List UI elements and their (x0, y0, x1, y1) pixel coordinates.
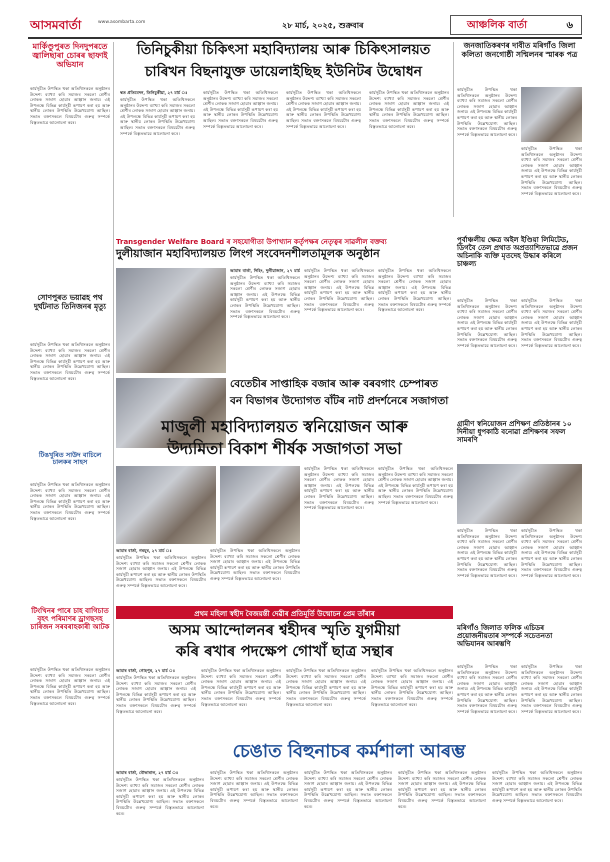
majuli-body-col2: কাৰ্যসূচীত উপস্থিত থকা অতিথিসকলে অনুষ্ঠানৰ উদ্দেশ্য ব্যাখ্যা কৰি সমাজৰ সকলো শ্ৰেণীৰ লোকক সজাগ হোৱাৰ আহ্বান জনায়। এই উপলক্ষে বিভিন্ন কাৰ্যসূচী ৰূপায়ণ কৰা হয় আৰু স্থানীয় লোকৰ উপস্থিতি উল্লেখযোগ্য আছিল। সভাত বক্তাসকলে বিষয়টোৰ গুৰুত্ব সম্পৰ্কে বিস্তৃতভাৱে আলোচনা কৰে। (378, 466, 453, 505)
majuli-photo-2 (220, 466, 300, 544)
majuli-photo-1 (116, 466, 216, 544)
bazaar-headline-line2: বন বিভাগৰ উদ্যোগত বাঁটৰ নাট প্ৰদৰ্শনেৰে সজাগতা (230, 395, 449, 407)
oil-headline: পূৰ্বাঞ্চলীয় ক্ষেত্ৰ অইল ইণ্ডিয়া লিমিটেড, ডিগবৈ তেল প্ৰথাত অপ্ৰত্যাশিতভাৱে প্ৰজন অচিনাকি ব্যক্তি মৃতদেহ উদ্ধাৰ কৰিলে চাঞ্চল্য (457, 236, 578, 269)
left-headline-1: মাৰ্কিণ্ডুপুৰত দিনদুপৰতে জ্বালিছাৰা চোৰৰ ছাফাই অভিযান (32, 42, 108, 70)
majuli-byline: আমাৰ বাৰ্তা, গৰমূৰ, ২৭ মাৰ্চ ঃ (116, 548, 172, 553)
section-tab (450, 15, 582, 35)
training-story (457, 420, 582, 620)
left-column (30, 42, 110, 812)
top-byline: স্থত প্ৰতিবেদন, তিনিচুকীয়া, ২৭ মাৰ্চ ঃ (120, 90, 188, 95)
training-photo (457, 464, 582, 524)
bottom-body-col3: কাৰ্যসূচীত উপস্থিত থকা অতিথিসকলে অনুষ্ঠানৰ উদ্দেশ্য ব্যাখ্যা কৰি সমাজৰ সকলো শ্ৰেণীৰ লোকক সজাগ হোৱাৰ আহ্বান জনায়। এই উপলক্ষে বিভিন্ন কাৰ্যসূচী ৰূপায়ণ কৰা হয় আৰু স্থানীয় লোকৰ উপস্থিতি উল্লেখযোগ্য আছিল। সভাত বক্তাসকলে বিষয়টোৰ গুৰুত্ব সম্পৰ্কে বিস্তৃতভাৱে আলোচনা কৰে। (304, 770, 392, 809)
martyr-headline-line1: অসম আন্দোলনৰ শ্বহীদৰ স্মৃতি যুগমীয়া (168, 621, 401, 639)
training-headline: গ্ৰামীণ স্বনিয়োজন প্ৰশিক্ষণ প্ৰতিষ্ঠানৰ ১০ দিনীয়া ধুপকাঠি বনোৱা প্ৰশিক্ষণৰ সফল সামৰণি (457, 420, 572, 445)
morigaon-body-a: কাৰ্যসূচীত উপস্থিত থকা অতিথিসকলে অনুষ্ঠানৰ উদ্দেশ্য ব্যাখ্যা কৰি সমাজৰ সকলো শ্ৰেণীৰ লোকক সজাগ হোৱাৰ আহ্বান জনায়। এই উপলক্ষে বিভিন্ন কাৰ্যসূচী ৰূপায়ণ কৰা হয় আৰু স্থানীয় লোকৰ উপস্থিতি উল্লেখযোগ্য আছিল। সভাত বক্তাসকলে বিষয়টোৰ গুৰুত্ব সম্পৰ্কে বিস্তৃতভাৱে আলোচনা কৰে। (457, 664, 517, 714)
red-banner-text: প্ৰথম মহিলা স্বহীদ বৈজয়ন্তী দেৱীৰ প্ৰতিমূৰ্তি উন্মোচন প্ৰেম তাঁৰাৰ (194, 610, 375, 618)
left-body-2: কাৰ্যসূচীত উপস্থিত থকা অতিথিসকলে অনুষ্ঠানৰ উদ্দেশ্য ব্যাখ্যা কৰি সমাজৰ সকলো শ্ৰেণীৰ লোকক সজাগ হোৱাৰ আহ্বান জনায়। এই উপলক্ষে বিভিন্ন কাৰ্যসূচী ৰূপায়ণ কৰা হয় আৰু স্থানীয় লোকৰ উপস্থিতি উল্লেখযোগ্য আছিল। সভাত বক্তাসকলে বিষয়টোৰ গুৰুত্ব সম্পৰ্কে বিস্তৃতভাৱে আলোচনা কৰে। (30, 342, 110, 381)
left-body-4: কাৰ্যসূচীত উপস্থিত থকা অতিথিসকলে অনুষ্ঠানৰ উদ্দেশ্য ব্যাখ্যা কৰি সমাজৰ সকলো শ্ৰেণীৰ লোকক সজাগ হোৱাৰ আহ্বান জনায়। এই উপলক্ষে বিভিন্ন কাৰ্যসূচী ৰূপায়ণ কৰা হয় আৰু স্থানীয় লোকৰ উপস্থিতি উল্লেখযোগ্য আছিল। সভাত বক্তাসকলে বিষয়টোৰ গুৰুত্ব সম্পৰ্কে বিস্তৃতভাৱে আলোচনা কৰে। (30, 667, 110, 706)
bottom-body-col4: কাৰ্যসূচীত উপস্থিত থকা অতিথিসকলে অনুষ্ঠানৰ উদ্দেশ্য ব্যাখ্যা কৰি সমাজৰ সকলো শ্ৰেণীৰ লোকক সজাগ হোৱাৰ আহ্বান জনায়। এই উপলক্ষে বিভিন্ন কাৰ্যসূচী ৰূপায়ণ কৰা হয় আৰু স্থানীয় লোকৰ উপস্থিতি উল্লেখযোগ্য আছিল। সভাত বক্তাসকলে বিষয়টোৰ গুৰুত্ব সম্পৰ্কে বিস্তৃতভাৱে আলোচনা কৰে। (398, 770, 486, 809)
oil-story (457, 236, 582, 386)
bottom-headline: চেঙাত বিহুনাচৰ কৰ্মশালা আৰম্ভ (232, 741, 466, 762)
morigaon-body-b: কাৰ্যসূচীত উপস্থিত থকা অতিথিসকলে অনুষ্ঠানৰ উদ্দেশ্য ব্যাখ্যা কৰি সমাজৰ সকলো শ্ৰেণীৰ লোকক সজাগ হোৱাৰ আহ্বান জনায়। এই উপলক্ষে বিভিন্ন কাৰ্যসূচী ৰূপায়ণ কৰা হয় আৰু স্থানীয় লোকৰ উপস্থিতি উল্লেখযোগ্য আছিল। সভাত বক্তাসকলে বিষয়টোৰ গুৰুত্ব সম্পৰ্কে বিস্তৃতভাৱে আলোচনা কৰে। (521, 664, 582, 714)
bazaar-headline-line1: বেতেচীৰ সাপ্তাহিক বজাৰ আৰু বৰবগাং চেম্পাৰত (230, 378, 438, 390)
story2-byline: আমাৰ বাৰ্তা, দিহিং, দুলীয়াজান, ২৭ মাৰ্চ (230, 268, 300, 273)
bottom-story (116, 742, 582, 857)
top-body-col2: কাৰ্যসূচীত উপস্থিত থকা অতিথিসকলে অনুষ্ঠানৰ উদ্দেশ্য ব্যাখ্যা কৰি সমাজৰ সকলো শ্ৰেণীৰ লোকক সজাগ হোৱাৰ আহ্বান জনায়। এই উপলক্ষে বিভিন্ন কাৰ্যসূচী ৰূপায়ণ কৰা হয় আৰু স্থানীয় লোকৰ উপস্থিতি উল্লেখযোগ্য আছিল। সভাত বক্তাসকলে বিষয়টোৰ গুৰুত্ব সম্পৰ্কে বিস্তৃতভাৱে আলোচনা কৰে। (203, 90, 278, 129)
training-body-b: কাৰ্যসূচীত উপস্থিত থকা অতিথিসকলে অনুষ্ঠানৰ উদ্দেশ্য ব্যাখ্যা কৰি সমাজৰ সকলো শ্ৰেণীৰ লোকক সজাগ হোৱাৰ আহ্বান জনায়। এই উপলক্ষে বিভিন্ন কাৰ্যসূচী ৰূপায়ণ কৰা হয় আৰু স্থানীয় লোকৰ উপস্থিতি উল্লেখযোগ্য আছিল। সভাত বক্তাসকলে বিষয়টোৰ গুৰুত্ব সম্পৰ্কে বিস্তৃতভাৱে আলোচনা কৰে। (521, 528, 582, 578)
top-body-col4: কাৰ্যসূচীত উপস্থিত থকা অতিথিসকলে অনুষ্ঠানৰ উদ্দেশ্য ব্যাখ্যা কৰি সমাজৰ সকলো শ্ৰেণীৰ লোকক সজাগ হোৱাৰ আহ্বান জনায়। এই উপলক্ষে বিভিন্ন কাৰ্যসূচী ৰূপায়ণ কৰা হয় আৰু স্থানীয় লোকৰ উপস্থিতি উল্লেখযোগ্য আছিল। সভাত বক্তাসকলে বিষয়টোৰ গুৰুত্ব সম্পৰ্কে বিস্তৃতভাৱে আলোচনা কৰে। (369, 90, 449, 129)
kicker-banner: Transgender Welfare Board ৰ সহযোগীতা উপাখ্যান কৰ্তৃপক্ষৰ নেতৃত্বৰ সাৱলীল বক্তব্য (116, 238, 387, 246)
martyr-headline-line2: কৰি ৰখাৰ পদক্ষেপ গোখাঁ ছাত্ৰ সন্থাৰ (175, 642, 394, 660)
top-body-col1: কাৰ্যসূচীত উপস্থিত থকা অতিথিসকলে অনুষ্ঠানৰ উদ্দেশ্য ব্যাখ্যা কৰি সমাজৰ সকলো শ্ৰেণীৰ লোকক সজাগ হোৱাৰ আহ্বান জনায়। এই উপলক্ষে বিভিন্ন কাৰ্যসূচী ৰূপায়ণ কৰা হয় আৰু স্থানীয় লোকৰ উপস্থিতি উল্লেখযোগ্য আছিল। সভাত বক্তাসকলে বিষয়টোৰ গুৰুত্ব সম্পৰ্কে বিস্তৃতভাৱে আলোচনা কৰে। (120, 97, 195, 136)
left-headline-4: টিংখিনৰ পাৰে চাহ বাগিচাত বৃহৎ পৰিমাণৰ ড্ৰাগছসহ চাৰিজন সৰবৰাহকাৰী আটক (30, 607, 110, 632)
story2-body-col2: কাৰ্যসূচীত উপস্থিত থকা অতিথিসকলে অনুষ্ঠানৰ উদ্দেশ্য ব্যাখ্যা কৰি সমাজৰ সকলো শ্ৰেণীৰ লোকক সজাগ হোৱাৰ আহ্বান জনায়। এই উপলক্ষে বিভিন্ন কাৰ্যসূচী ৰূপায়ণ কৰা হয় আৰু স্থানীয় লোকৰ উপস্থিতি উল্লেখযোগ্য আছিল। সভাত বক্তাসকলে বিষয়টোৰ গুৰুত্ব সম্পৰ্কে বিস্তৃতভাৱে আলোচনা কৰে। (304, 268, 374, 313)
martyr-body-col1: কাৰ্যসূচীত উপস্থিত থকা অতিথিসকলে অনুষ্ঠানৰ উদ্দেশ্য ব্যাখ্যা কৰি সমাজৰ সকলো শ্ৰেণীৰ লোকক সজাগ হোৱাৰ আহ্বান জনায়। এই উপলক্ষে বিভিন্ন কাৰ্যসূচী ৰূপায়ণ কৰা হয় আৰু স্থানীয় লোকৰ উপস্থিতি উল্লেখযোগ্য আছিল। সভাত বক্তাসকলে বিষয়টোৰ গুৰুত্ব সম্পৰ্কে বিস্তৃতভাৱে আলোচনা কৰে। (116, 675, 196, 714)
top-story (116, 42, 451, 234)
oil-body-b: কাৰ্যসূচীত উপস্থিত থকা অতিথিসকলে অনুষ্ঠানৰ উদ্দেশ্য ব্যাখ্যা কৰি সমাজৰ সকলো শ্ৰেণীৰ লোকক সজাগ হোৱাৰ আহ্বান জনায়। এই উপলক্ষে বিভিন্ন কাৰ্যসূচী ৰূপায়ণ কৰা হয় আৰু স্থানীয় লোকৰ উপস্থিতি উল্লেখযোগ্য আছিল। সভাত বক্তাসকলে বিষয়টোৰ গুৰুত্ব সম্পৰ্কে বিস্তৃতভাৱে আলোচনা কৰে। (521, 298, 582, 348)
left-headline-3: টিঙখুৰিত সাউদ বাচিলে চালকৰ সাহস (38, 451, 102, 467)
right-body-1a: কাৰ্যসূচীত উপস্থিত থকা অতিথিসকলে অনুষ্ঠানৰ উদ্দেশ্য ব্যাখ্যা কৰি সমাজৰ সকলো শ্ৰেণীৰ লোকক সজাগ হোৱাৰ আহ্বান জনায়। এই উপলক্ষে বিভিন্ন কাৰ্যসূচী ৰূপায়ণ কৰা হয় আৰু স্থানীয় লোকৰ উপস্থিতি উল্লেখযোগ্য আছিল। সভাত বক্তাসকলে বিষয়টোৰ গুৰুত্ব সম্পৰ্কে বিস্তৃতভাৱে আলোচনা কৰে। (457, 87, 517, 137)
majuli-headline-line1: মাজুলী মহাবিদ্যালয়ত স্বনিয়োজন আৰু (161, 417, 408, 436)
page-number: ৬ (566, 20, 573, 31)
training-body-a: কাৰ্যসূচীত উপস্থিত থকা অতিথিসকলে অনুষ্ঠানৰ উদ্দেশ্য ব্যাখ্যা কৰি সমাজৰ সকলো শ্ৰেণীৰ লোকক সজাগ হোৱাৰ আহ্বান জনায়। এই উপলক্ষে বিভিন্ন কাৰ্যসূচী ৰূপায়ণ কৰা হয় আৰু স্থানীয় লোকৰ উপস্থিতি উল্লেখযোগ্য আছিল। সভাত বক্তাসকলে বিষয়টোৰ গুৰুত্ব সম্পৰ্কে বিস্তৃতভাৱে আলোচনা কৰে। (457, 528, 517, 578)
right-body-1b: কাৰ্যসূচীত উপস্থিত থকা অতিথিসকলে অনুষ্ঠানৰ উদ্দেশ্য ব্যাখ্যা কৰি সমাজৰ সকলো শ্ৰেণীৰ লোকক সজাগ হোৱাৰ আহ্বান জনায়। এই উপলক্ষে বিভিন্ন কাৰ্যসূচী ৰূপায়ণ কৰা হয় আৰু স্থানীয় লোকৰ উপস্থিতি উল্লেখযোগ্য আছিল। সভাত বক্তাসকলে বিষয়টোৰ গুৰুত্ব সম্পৰ্কে বিস্তৃতভাৱে আলোচনা কৰে। (521, 146, 582, 196)
story2-body-col1: কাৰ্যসূচীত উপস্থিত থকা অতিথিসকলে অনুষ্ঠানৰ উদ্দেশ্য ব্যাখ্যা কৰি সমাজৰ সকলো শ্ৰেণীৰ লোকক সজাগ হোৱাৰ আহ্বান জনায়। এই উপলক্ষে বিভিন্ন কাৰ্যসূচী ৰূপায়ণ কৰা হয় আৰু স্থানীয় লোকৰ উপস্থিতি উল্লেখযোগ্য আছিল। সভাত বক্তাসকলে বিষয়টোৰ গুৰুত্ব সম্পৰ্কে বিস্তৃতভাৱে আলোচনা কৰে। (230, 275, 300, 320)
section-name: আঞ্চলিক বাৰ্তা (467, 20, 528, 31)
top-headline-line2: চাৰিখন বিছনাযুক্ত ডায়েলাইছিছ ইউনিটৰ উদ্বোধন (144, 64, 423, 80)
story2-headline: দুলীয়াজান মহাবিদ্যালয়ত লিংগ সংবেদনশীলতামূলক অনুষ্ঠান (116, 247, 380, 260)
majuli-body-col3: কাৰ্যসূচীত উপস্থিত থকা অতিথিসকলে অনুষ্ঠানৰ উদ্দেশ্য ব্যাখ্যা কৰি সমাজৰ সকলো শ্ৰেণীৰ লোকক সজাগ হোৱাৰ আহ্বান জনায়। এই উপলক্ষে বিভিন্ন কাৰ্যসূচী ৰূপায়ণ কৰা হয় আৰু স্থানীয় লোকৰ উপস্থিতি উল্লেখযোগ্য আছিল। সভাত বক্তাসকলে বিষয়টোৰ গুৰুত্ব সম্পৰ্কে বিস্তৃতভাৱে আলোচনা কৰে। (116, 555, 206, 588)
left-body-3: কাৰ্যসূচীত উপস্থিত থকা অতিথিসকলে অনুষ্ঠানৰ উদ্দেশ্য ব্যাখ্যা কৰি সমাজৰ সকলো শ্ৰেণীৰ লোকক সজাগ হোৱাৰ আহ্বান জনায়। এই উপলক্ষে বিভিন্ন কাৰ্যসূচী ৰূপায়ণ কৰা হয় আৰু স্থানীয় লোকৰ উপস্থিতি উল্লেখযোগ্য আছিল। সভাত বক্তাসকলে বিষয়টোৰ গুৰুত্ব সম্পৰ্কে বিস্তৃতভাৱে আলোচনা কৰে। (30, 482, 110, 521)
majuli-story (116, 418, 453, 603)
masthead-date: ২৮ মার্চ, ২০২৫, শুক্ৰবাৰ (282, 21, 364, 30)
masthead-logo: আসমবার্তা (30, 18, 82, 32)
bottom-body-col2: কাৰ্যসূচীত উপস্থিত থকা অতিথিসকলে অনুষ্ঠানৰ উদ্দেশ্য ব্যাখ্যা কৰি সমাজৰ সকলো শ্ৰেণীৰ লোকক সজাগ হোৱাৰ আহ্বান জনায়। এই উপলক্ষে বিভিন্ন কাৰ্যসূচী ৰূপায়ণ কৰা হয় আৰু স্থানীয় লোকৰ উপস্থিতি উল্লেখযোগ্য আছিল। সভাত বক্তাসকলে বিষয়টোৰ গুৰুত্ব সম্পৰ্কে বিস্তৃতভাৱে আলোচনা কৰে। (210, 770, 298, 809)
story2-body-col3: কাৰ্যসূচীত উপস্থিত থকা অতিথিসকলে অনুষ্ঠানৰ উদ্দেশ্য ব্যাখ্যা কৰি সমাজৰ সকলো শ্ৰেণীৰ লোকক সজাগ হোৱাৰ আহ্বান জনায়। এই উপলক্ষে বিভিন্ন কাৰ্যসূচী ৰূপায়ণ কৰা হয় আৰু স্থানীয় লোকৰ উপস্থিতি উল্লেখযোগ্য আছিল। সভাত বক্তাসকলে বিষয়টোৰ গুৰুত্ব সম্পৰ্কে বিস্তৃতভাৱে আলোচনা কৰে। (378, 268, 451, 313)
right-top-story (457, 42, 582, 237)
right-headline-1: জনজাতিকৰণৰ দাবীত মৰিগাঁও জিলা কলিতা জনগোষ্ঠী সন্মিলনৰ স্মাৰক পত্ৰ (461, 41, 578, 59)
left-headline-2: সোণপুৰত ভয়াৱহ পথ দুৰ্ঘটনাত তিনিজনৰ মৃত্যু (34, 293, 106, 311)
masthead-site: www.asombarta.com (98, 20, 146, 25)
top-body-col3: কাৰ্যসূচীত উপস্থিত থকা অতিথিসকলে অনুষ্ঠানৰ উদ্দেশ্য ব্যাখ্যা কৰি সমাজৰ সকলো শ্ৰেণীৰ লোকক সজাগ হোৱাৰ আহ্বান জনায়। এই উপলক্ষে বিভিন্ন কাৰ্যসূচী ৰূপায়ণ কৰা হয় আৰু স্থানীয় লোকৰ উপস্থিতি উল্লেখযোগ্য আছিল। সভাত বক্তাসকলে বিষয়টোৰ গুৰুত্ব সম্পৰ্কে বিস্তৃতভাৱে আলোচনা কৰে। (286, 90, 361, 129)
martyr-body-col4: কাৰ্যসূচীত উপস্থিত থকা অতিথিসকলে অনুষ্ঠানৰ উদ্দেশ্য ব্যাখ্যা কৰি সমাজৰ সকলো শ্ৰেণীৰ লোকক সজাগ হোৱাৰ আহ্বান জনায়। এই উপলক্ষে বিভিন্ন কাৰ্যসূচী ৰূপায়ণ কৰা হয় আৰু স্থানীয় লোকৰ উপস্থিতি উল্লেখযোগ্য আছিল। সভাত বক্তাসকলে বিষয়টোৰ গুৰুত্ব সম্পৰ্কে বিস্তৃতভাৱে আলোচনা কৰে। (371, 668, 453, 707)
majuli-headline-line2: উদ্যমিতা বিকাশ শীৰ্ষক সজাগতা সভা (167, 439, 402, 458)
story2-photo (116, 268, 226, 373)
bottom-body-col1: কাৰ্যসূচীত উপস্থিত থকা অতিথিসকলে অনুষ্ঠানৰ উদ্দেশ্য ব্যাখ্যা কৰি সমাজৰ সকলো শ্ৰেণীৰ লোকক সজাগ হোৱাৰ আহ্বান জনায়। এই উপলক্ষে বিভিন্ন কাৰ্যসূচী ৰূপায়ণ কৰা হয় আৰু স্থানীয় লোকৰ উপস্থিতি উল্লেখযোগ্য আছিল। সভাত বক্তাসকলে বিষয়টোৰ গুৰুত্ব সম্পৰ্কে বিস্তৃতভাৱে আলোচনা কৰে। (116, 777, 204, 816)
martyr-story (116, 622, 453, 740)
right-photo-1 (521, 87, 582, 142)
bottom-byline: আমাৰ বাৰ্তা, বৌভাৰাল, ২৭ মাৰ্চ ঃ (116, 770, 179, 775)
martyr-byline: আমাৰ বাৰ্তা, গোহপুৰ, ২৭ মাৰ্চ ঃ (116, 668, 176, 673)
masthead (0, 0, 610, 40)
bazaar-story (116, 378, 582, 416)
top-headline-line1: তিনিচুকীয়া চিকিৎসা মহাবিদ্যালয় আৰু চিকিৎসালয়ত (136, 42, 431, 58)
oil-body-a: কাৰ্যসূচীত উপস্থিত থকা অতিথিসকলে অনুষ্ঠানৰ উদ্দেশ্য ব্যাখ্যা কৰি সমাজৰ সকলো শ্ৰেণীৰ লোকক সজাগ হোৱাৰ আহ্বান জনায়। এই উপলক্ষে বিভিন্ন কাৰ্যসূচী ৰূপায়ণ কৰা হয় আৰু স্থানীয় লোকৰ উপস্থিতি উল্লেখযোগ্য আছিল। সভাত বক্তাসকলে বিষয়টোৰ গুৰুত্ব সম্পৰ্কে বিস্তৃতভাৱে আলোচনা কৰে। (457, 298, 517, 348)
morigaon-headline: মৰিগাঁও জিলাত ফলিক এচিডৰ প্ৰয়োজনীয়তাৰ সম্পৰ্কে সচেতনতা অভিযানৰ আৰম্ভণি (457, 624, 553, 649)
majuli-body-col4: কাৰ্যসূচীত উপস্থিত থকা অতিথিসকলে অনুষ্ঠানৰ উদ্দেশ্য ব্যাখ্যা কৰি সমাজৰ সকলো শ্ৰেণীৰ লোকক সজাগ হোৱাৰ আহ্বান জনায়। এই উপলক্ষে বিভিন্ন কাৰ্যসূচী ৰূপায়ণ কৰা হয় আৰু স্থানীয় লোকৰ উপস্থিতি উল্লেখযোগ্য আছিল। সভাত বক্তাসকলে বিষয়টোৰ গুৰুত্ব সম্পৰ্কে বিস্তৃতভাৱে আলোচনা কৰে। (210, 548, 300, 581)
red-banner (116, 606, 453, 619)
majuli-body-col1: কাৰ্যসূচীত উপস্থিত থকা অতিথিসকলে অনুষ্ঠানৰ উদ্দেশ্য ব্যাখ্যা কৰি সমাজৰ সকলো শ্ৰেণীৰ লোকক সজাগ হোৱাৰ আহ্বান জনায়। এই উপলক্ষে বিভিন্ন কাৰ্যসূচী ৰূপায়ণ কৰা হয় আৰু স্থানীয় লোকৰ উপস্থিতি উল্লেখযোগ্য আছিল। সভাত বক্তাসকলে বিষয়টোৰ গুৰুত্ব সম্পৰ্কে বিস্তৃতভাৱে আলোচনা কৰে। (304, 466, 374, 511)
martyr-body-col2: কাৰ্যসূচীত উপস্থিত থকা অতিথিসকলে অনুষ্ঠানৰ উদ্দেশ্য ব্যাখ্যা কৰি সমাজৰ সকলো শ্ৰেণীৰ লোকক সজাগ হোৱাৰ আহ্বান জনায়। এই উপলক্ষে বিভিন্ন কাৰ্যসূচী ৰূপায়ণ কৰা হয় আৰু স্থানীয় লোকৰ উপস্থিতি উল্লেখযোগ্য আছিল। সভাত বক্তাসকলে বিষয়টোৰ গুৰুত্ব সম্পৰ্কে বিস্তৃতভাৱে আলোচনা কৰে। (201, 668, 281, 707)
bottom-body-col5: কাৰ্যসূচীত উপস্থিত থকা অতিথিসকলে অনুষ্ঠানৰ উদ্দেশ্য ব্যাখ্যা কৰি সমাজৰ সকলো শ্ৰেণীৰ লোকক সজাগ হোৱাৰ আহ্বান জনায়। এই উপলক্ষে বিভিন্ন কাৰ্যসূচী ৰূপায়ণ কৰা হয় আৰু স্থানীয় লোকৰ উপস্থিতি উল্লেখযোগ্য আছিল। সভাত বক্তাসকলে বিষয়টোৰ গুৰুত্ব সম্পৰ্কে বিস্তৃতভাৱে আলোচনা কৰে। (492, 770, 582, 803)
martyr-body-col3: কাৰ্যসূচীত উপস্থিত থকা অতিথিসকলে অনুষ্ঠানৰ উদ্দেশ্য ব্যাখ্যা কৰি সমাজৰ সকলো শ্ৰেণীৰ লোকক সজাগ হোৱাৰ আহ্বান জনায়। এই উপলক্ষে বিভিন্ন কাৰ্যসূচী ৰূপায়ণ কৰা হয় আৰু স্থানীয় লোকৰ উপস্থিতি উল্লেখযোগ্য আছিল। সভাত বক্তাসকলে বিষয়টোৰ গুৰুত্ব সম্পৰ্কে বিস্তৃতভাৱে আলোচনা কৰে। (286, 668, 366, 707)
left-body-1: কাৰ্যসূচীত উপস্থিত থকা অতিথিসকলে অনুষ্ঠানৰ উদ্দেশ্য ব্যাখ্যা কৰি সমাজৰ সকলো শ্ৰেণীৰ লোকক সজাগ হোৱাৰ আহ্বান জনায়। এই উপলক্ষে বিভিন্ন কাৰ্যসূচী ৰূপায়ণ কৰা হয় আৰু স্থানীয় লোকৰ উপস্থিতি উল্লেখযোগ্য আছিল। সভাত বক্তাসকলে বিষয়টোৰ গুৰুত্ব সম্পৰ্কে বিস্তৃতভাৱে আলোচনা কৰে। (30, 86, 110, 125)
